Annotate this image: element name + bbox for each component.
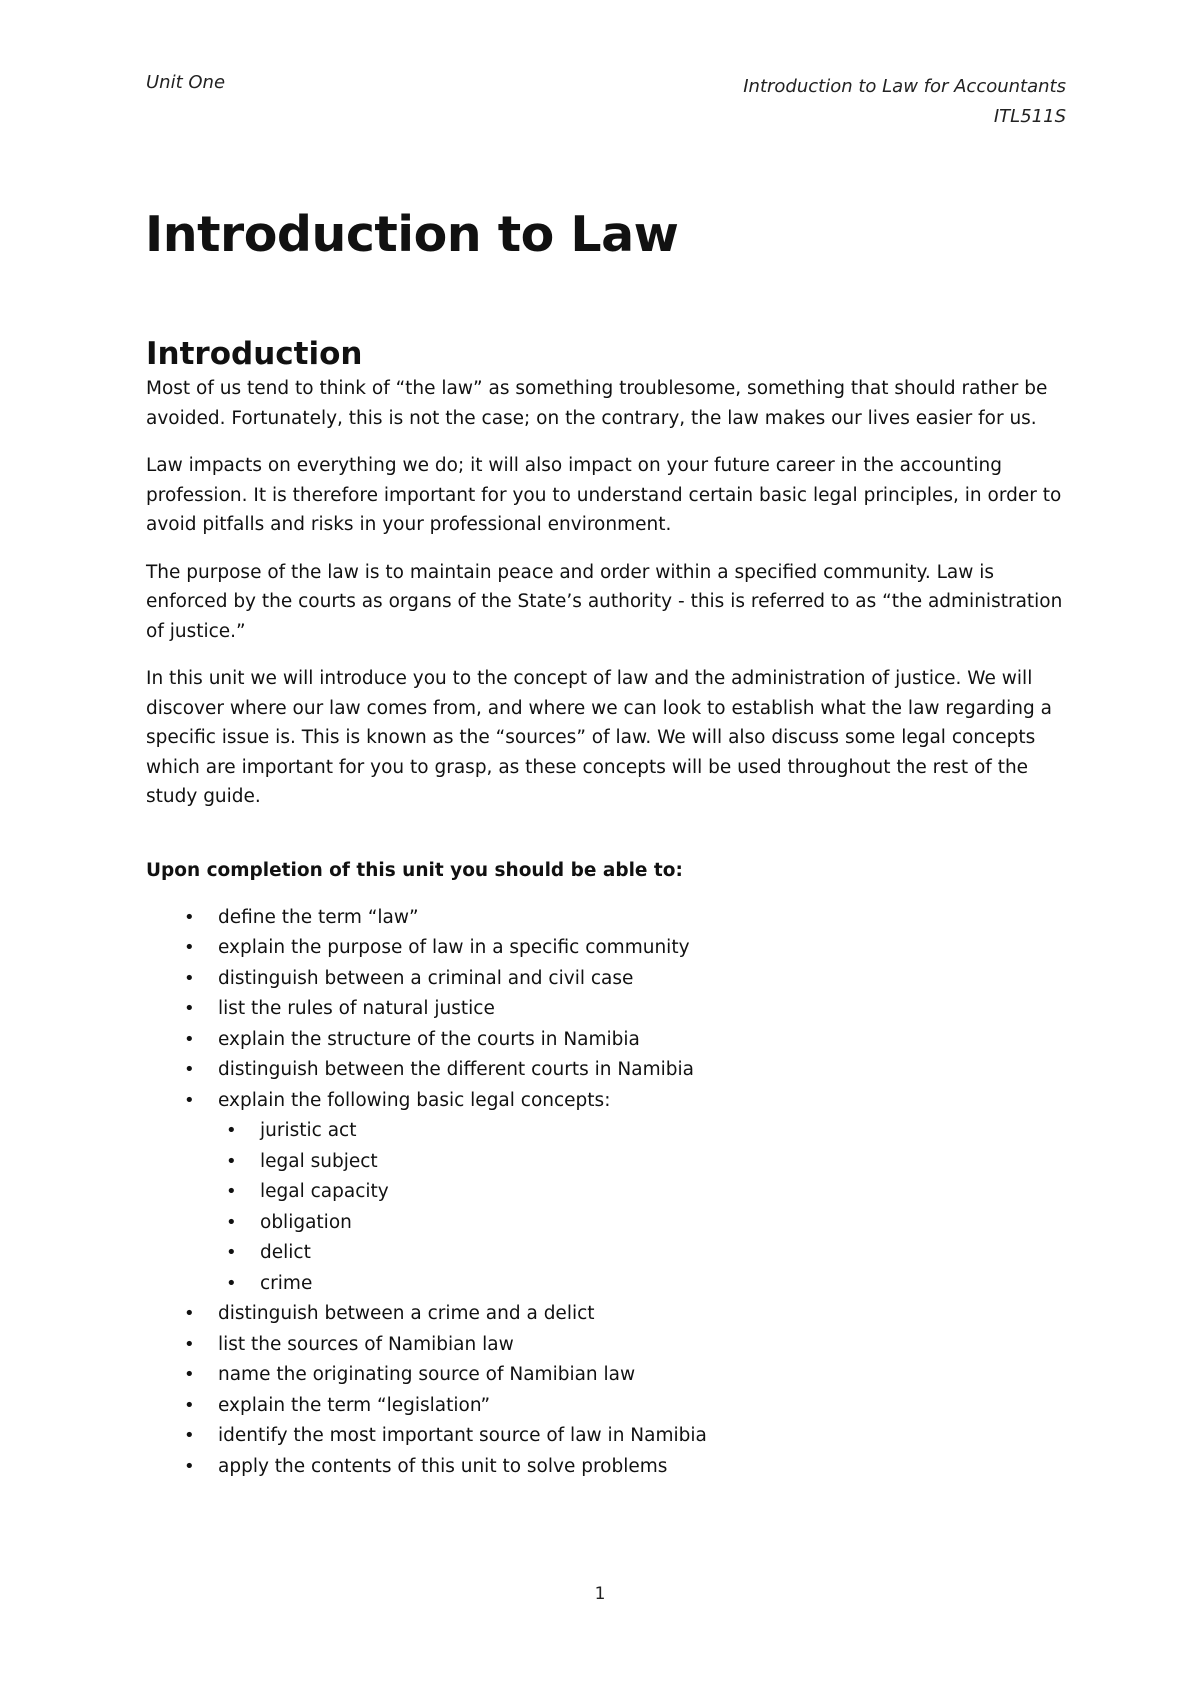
page-number: 1 [594,1584,606,1604]
sub-list-item: • legal subject [146,1147,1076,1178]
list-item: • name the originating source of Namibian law [146,1360,1076,1391]
list-item: • identify the most important source of law in Namibia [146,1421,1076,1452]
header-course [743,72,1066,132]
sub-list-item: • juristic act [146,1116,1076,1147]
objectives-heading: Upon completion of this unit you should be able to: [146,859,683,881]
paragraph: The purpose of the law is to maintain peace and order within a specified community. Law is enforced by the courts as organs of the State’s authority - this is referred to as “the administration of justice.” [146,561,1063,642]
header-unit: Unit One [146,72,226,93]
sub-list-item: • obligation [146,1208,1076,1239]
list-item: • explain the term “legislation” [146,1391,1076,1422]
list-item: • distinguish between a crime and a delict [146,1299,1076,1330]
page-title: Introduction to Law [145,206,679,263]
paragraph: Most of us tend to think of “the law” as something troublesome, something that should rather be avoided. Fortunately, this is not the case; on the contrary, the law makes our lives easier for us. [146,378,1048,429]
list-item: • distinguish between the different courts in Namibia [146,1055,1076,1086]
paragraph: Law impacts on everything we do; it will also impact on your future career in the accounting profession. It is therefore important for you to understand certain basic legal principles, in order to avoid pitfalls and risks in your professional environment. [146,455,1062,535]
list-item: • apply the contents of this unit to solve problems [146,1452,1076,1483]
objectives-list [146,903,1076,1483]
list-item: • distinguish between a criminal and civil case [146,964,1076,995]
section-heading-introduction: Introduction [146,336,363,372]
paragraph: In this unit we will introduce you to the concept of law and the administration of justice. We will discover where our law comes from, and where we can look to establish what the law regarding a specific issue is. This is known as the “sources” of law. We will also discuss some legal concepts which are important for you to grasp, as these concepts will be used throughout the rest of the study guide. [146,668,1052,807]
list-item: • list the sources of Namibian law [146,1330,1076,1361]
list-item: • explain the following basic legal concepts: [146,1086,1076,1117]
list-item: • explain the structure of the courts in Namibia [146,1025,1076,1056]
sub-list-item: • delict [146,1238,1076,1269]
sub-list-item: • legal capacity [146,1177,1076,1208]
list-item: • define the term “law” [146,903,1076,934]
sub-list-item: • crime [146,1269,1076,1300]
list-item: • list the rules of natural justice [146,994,1076,1025]
header-course-title: Introduction to Law for Accountants [743,76,1066,97]
list-item: • explain the purpose of law in a specific community [146,933,1076,964]
header-course-code: ITL511S [993,106,1066,127]
document-body [146,336,1076,1482]
